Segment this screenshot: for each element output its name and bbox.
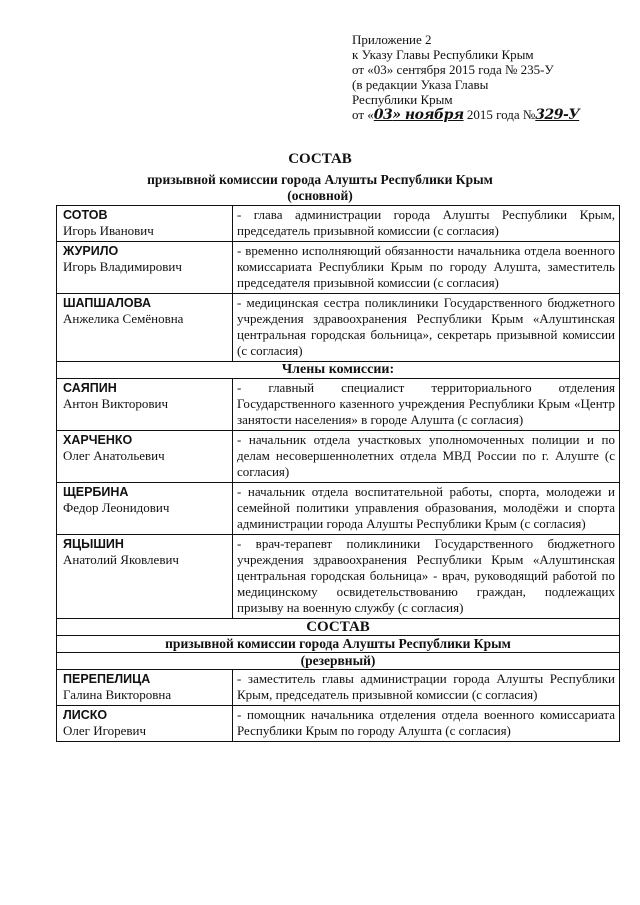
person-duty-cell: - заместитель главы администрации города Алушты Республики Крым, председатель призывной комиссии (с согласия) (233, 670, 620, 706)
appendix-block (352, 32, 622, 123)
person-surname: ХАРЧЕНКО (63, 433, 133, 447)
person-surname: ЛИСКО (63, 708, 108, 722)
table-row (57, 535, 620, 619)
main-title: СОСТАВ (288, 151, 352, 167)
person-name-cell (57, 431, 233, 483)
person-duty-cell: - главный специалист территориального отделения Государственного казенного учреждения Республики Крым «Центр занятости населения» в городе Алушта (с согласия) (233, 379, 620, 431)
handwritten-month: » ноября (392, 107, 464, 123)
person-given-names: Олег Анатольевич (63, 448, 165, 463)
reserve-qualifier: (резервный) (57, 653, 620, 670)
person-duty-cell: - помощник начальника отделения отдела военного комиссариата Республики Крым по городу Алушта (с согласия) (233, 706, 620, 742)
main-qualifier: (основной) (287, 188, 353, 203)
person-name-cell (57, 670, 233, 706)
person-name-cell (57, 379, 233, 431)
person-duty-cell: - врач-терапевт поликлиники Государственного бюджетного учреждения здравоохранения Республики Крым «Алуштинская центральная городская больница» - врач, руководящий работой по медицинскому освидетельствованию граждан, подлежащих призыву на военную службу (с согласия) (233, 535, 620, 619)
appendix-line: Республики Крым (352, 92, 453, 107)
table-row (57, 706, 620, 742)
appendix-date-line (352, 107, 622, 123)
person-surname: ШАПШАЛОВА (63, 296, 152, 310)
person-surname: ПЕРЕПЕЛИЦА (63, 672, 151, 686)
person-name-cell (57, 242, 233, 294)
person-duty-cell: - начальник отдела участковых уполномоченных полиции и по делам несовершеннолетних отдела МВД России по г. Алуште (с согласия) (233, 431, 620, 483)
person-given-names: Галина Викторовна (63, 687, 172, 702)
table-row (57, 379, 620, 431)
person-name-cell (57, 483, 233, 535)
reserve-subtitle: призывной комиссии города Алушты Республики Крым (57, 636, 620, 653)
table-row (57, 670, 620, 706)
handwritten-number: 329-У (535, 107, 580, 123)
person-given-names: Игорь Владимирович (63, 259, 182, 274)
appendix-line: (в редакции Указа Главы (352, 77, 489, 92)
person-given-names: Федор Леонидович (63, 500, 170, 515)
person-surname: ЖУРИЛО (63, 244, 119, 258)
table-row (57, 483, 620, 535)
person-name-cell (57, 706, 233, 742)
person-given-names: Антон Викторович (63, 396, 168, 411)
person-surname: ЯЦЫШИН (63, 537, 124, 551)
main-commission-table (56, 205, 620, 742)
person-given-names: Анжелика Семёновна (63, 311, 184, 326)
reserve-qualifier-row (57, 653, 620, 670)
person-given-names: Олег Игоревич (63, 723, 147, 738)
person-name-cell (57, 206, 233, 242)
appendix-line: Приложение 2 (352, 32, 432, 47)
date-year: 2015 года № (463, 107, 536, 122)
handwritten-day: 03 (373, 107, 393, 123)
reserve-title-row (57, 619, 620, 636)
reserve-title: СОСТАВ (57, 619, 620, 636)
person-surname: ЩЕРБИНА (63, 485, 129, 499)
person-duty-cell: - глава администрации города Алушты Республики Крым, председатель призывной комиссии (с согласия) (233, 206, 620, 242)
table-row (57, 294, 620, 362)
person-surname: САЯПИН (63, 381, 117, 395)
members-heading: Члены комиссии: (57, 362, 620, 379)
main-subtitle: призывной комиссии города Алушты Республики Крым (147, 172, 493, 187)
person-name-cell (57, 294, 233, 362)
person-given-names: Игорь Иванович (63, 223, 154, 238)
members-heading-row (57, 362, 620, 379)
person-duty-cell: - временно исполняющий обязанности начальника отдела военного комиссариата Республики Крым по городу Алушта, заместитель председателя призывной комиссии (с согласия) (233, 242, 620, 294)
table-row (57, 242, 620, 294)
date-prefix: от « (352, 107, 374, 122)
person-duty-cell: - начальник отдела воспитательной работы, спорта, молодежи и семейной политики управления образования, молодёжи и спорта администрации города Алушты Республики Крым (с согласия) (233, 483, 620, 535)
reserve-subtitle-row (57, 636, 620, 653)
person-name-cell (57, 535, 233, 619)
appendix-line: к Указу Главы Республики Крым (352, 47, 534, 62)
table-row (57, 206, 620, 242)
table-row (57, 431, 620, 483)
person-duty-cell: - медицинская сестра поликлиники Государственного бюджетного учреждения здравоохранения Республики Крым «Алуштинская центральная городская больница», секретарь призывной комиссии (с согласия) (233, 294, 620, 362)
appendix-line: от «03» сентября 2015 года № 235-У (352, 62, 554, 77)
person-given-names: Анатолий Яковлевич (63, 552, 179, 567)
person-surname: СОТОВ (63, 208, 108, 222)
